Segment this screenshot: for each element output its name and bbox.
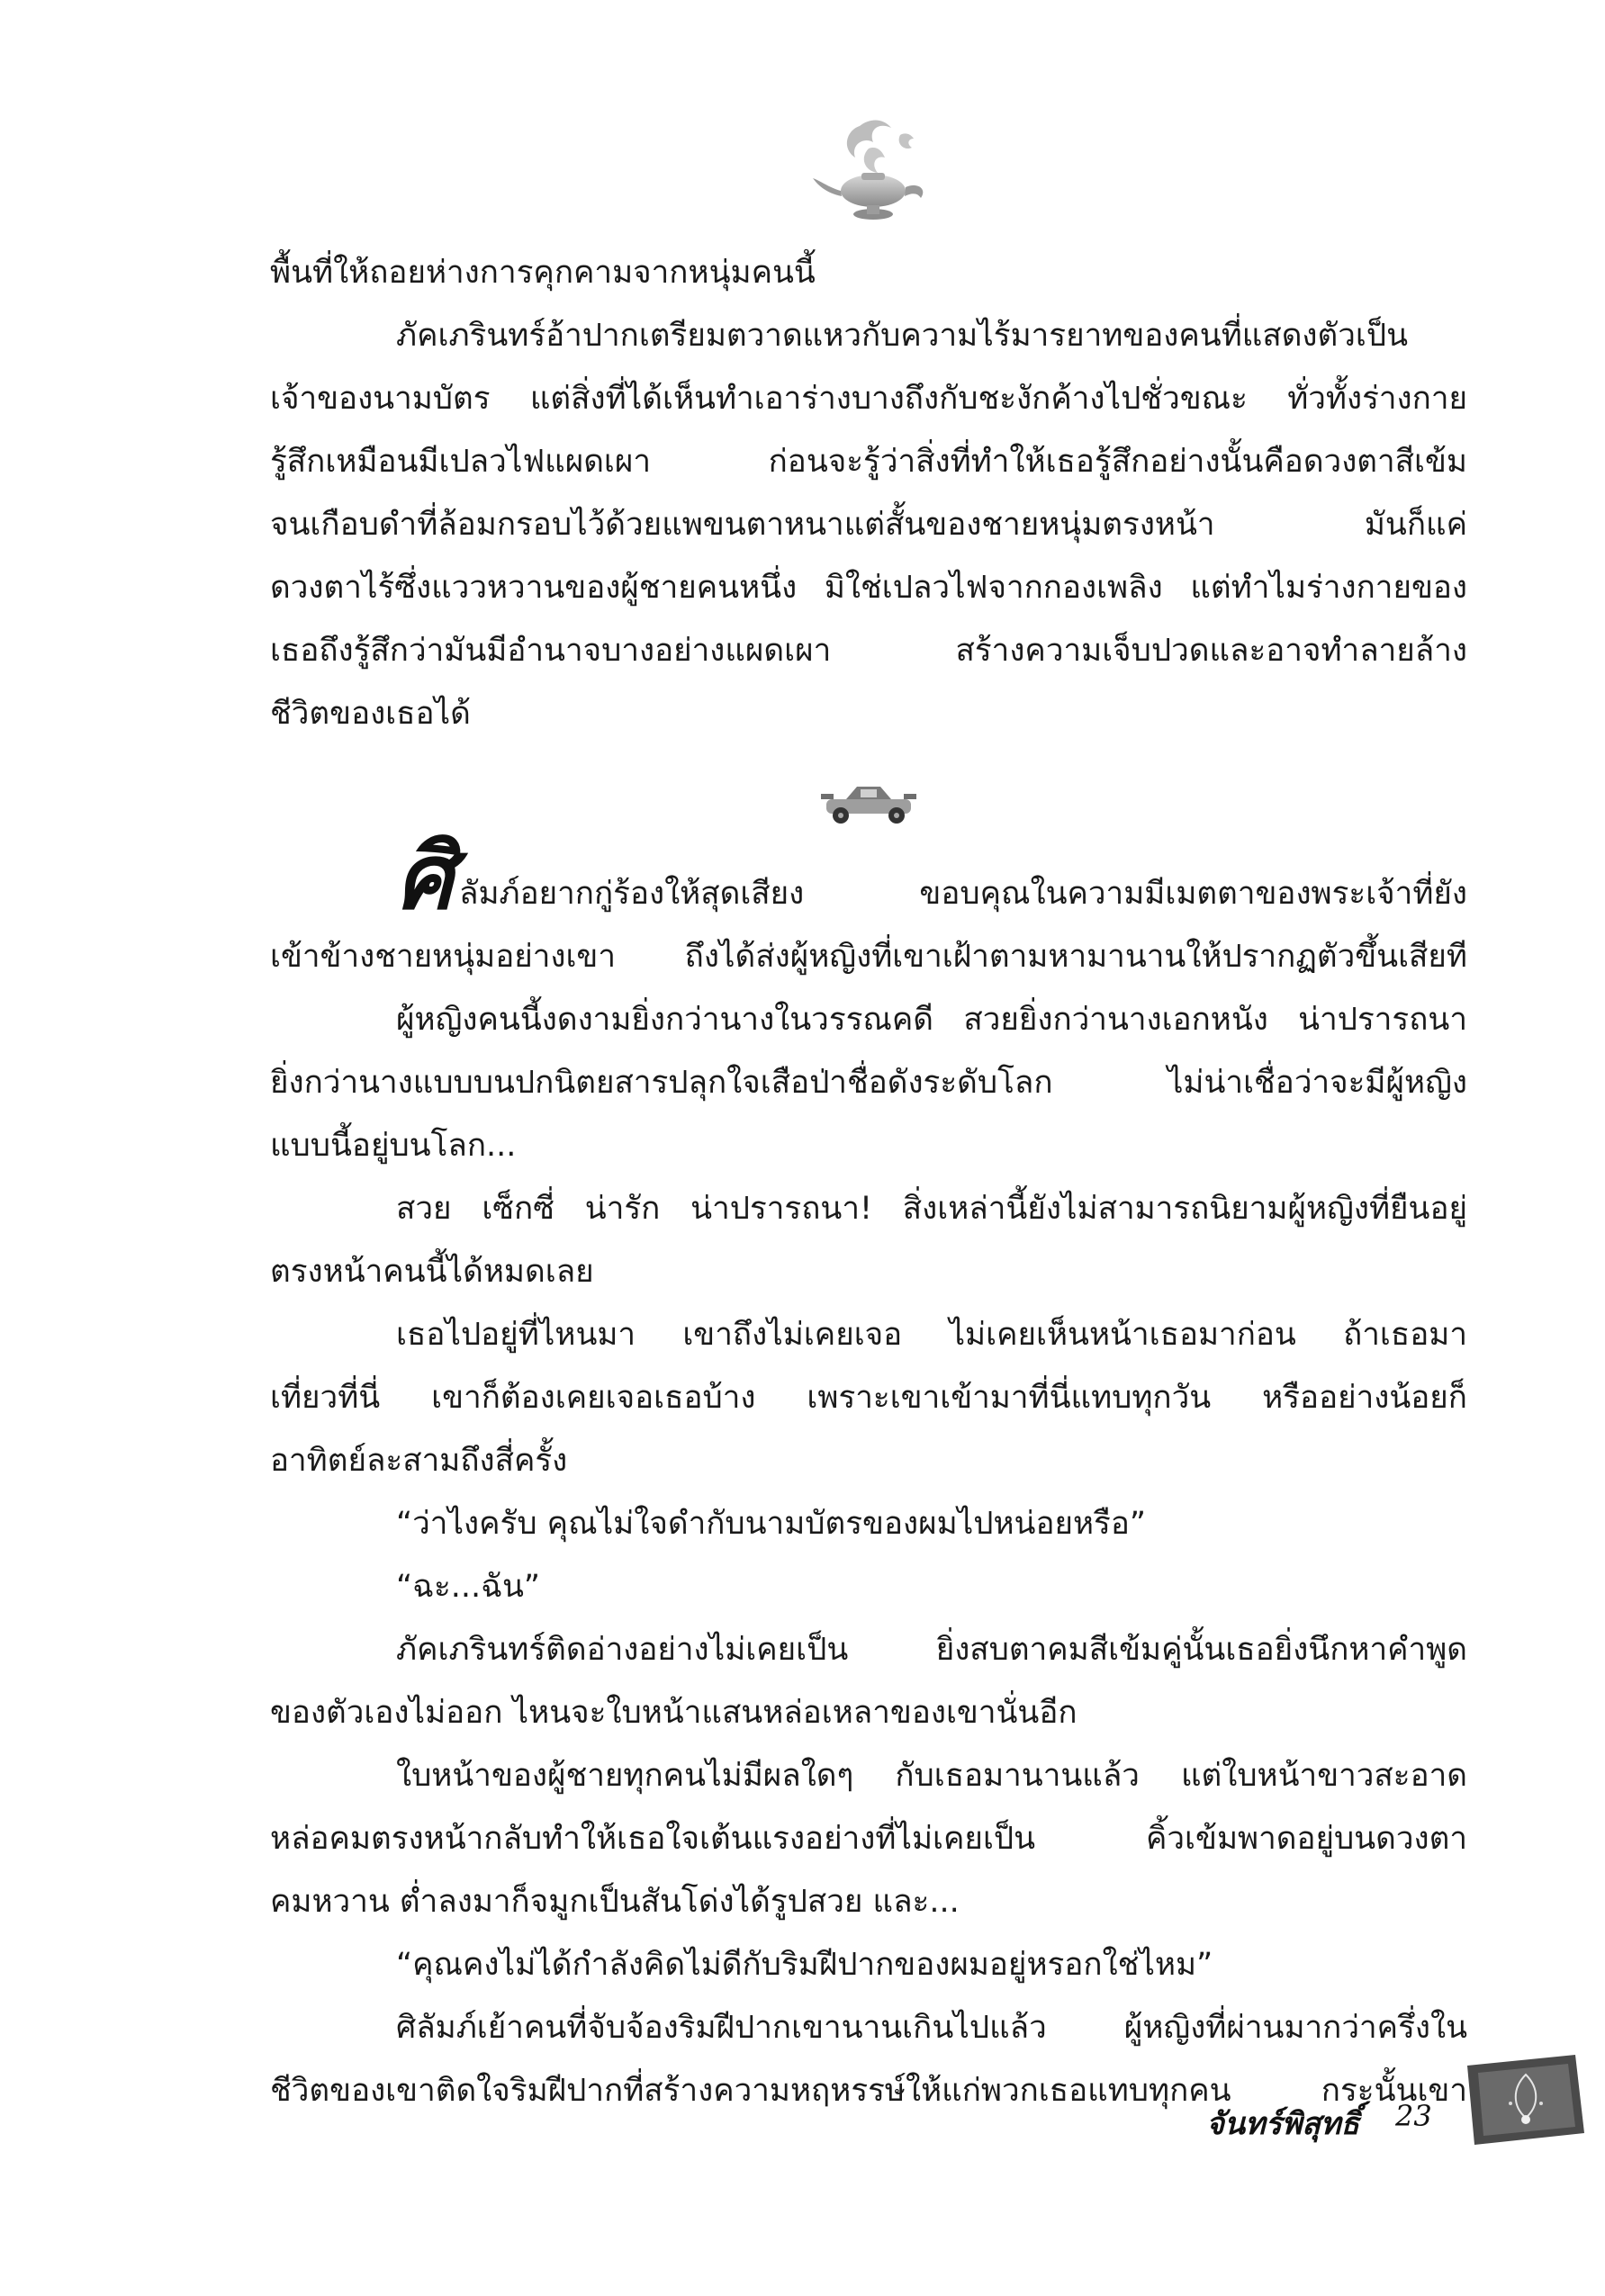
text-line: “คุณคงไม่ได้กำลังคิดไม่ดีกับริมฝีปากของผมอยู่หรอกใช่ไหม” bbox=[396, 1947, 1213, 1983]
text-line: เจ้าของนามบัตร แต่สิ่งที่ได้เห็นทำเอาร่างบางถึงกับชะงักค้างไปชั่วขณะ ทั่วทั้งร่างกาย bbox=[270, 381, 1467, 417]
text-line: ผู้หญิงคนนี้งดงามยิ่งกว่านางในวรรณคดี สวยยิ่งกว่านางเอกหนัง น่าปรารถนา bbox=[396, 1002, 1467, 1038]
text-line: ใบหน้าของผู้ชายทุกคนไม่มีผลใดๆ กับเธอมานานแล้ว แต่ใบหน้าขาวสะอาด bbox=[396, 1758, 1467, 1794]
page-number: 23 bbox=[1395, 2099, 1432, 2133]
text-line: ดวงตาไร้ซึ่งแววหวานของผู้ชายคนหนึ่ง มิใช่เปลวไฟจากกองเพลิง แต่ทำไมร่างกายของ bbox=[270, 570, 1467, 606]
text-line: ภัคเภรินทร์อ้าปากเตรียมตวาดแหวกับความไร้มารยาทของคนที่แสดงตัวเป็น bbox=[396, 318, 1408, 354]
paragraph-section-2 bbox=[270, 824, 1467, 2122]
text-line: ศิลัมภ์เย้าคนที่จับจ้องริมฝีปากเขานานเกินไปแล้ว ผู้หญิงที่ผ่านมากว่าครึ่งใน bbox=[396, 2010, 1467, 2046]
text-line: ลัมภ์อยากกู่ร้องให้สุดเสียง ขอบคุณในความมีเมตตาของพระเจ้าที่ยัง bbox=[459, 876, 1467, 912]
text-line: อาทิตย์ละสามถึงสี่ครั้ง bbox=[270, 1443, 568, 1479]
race-car-icon bbox=[819, 774, 918, 828]
text-line: ตรงหน้าคนนี้ได้หมดเลย bbox=[270, 1254, 594, 1290]
text-line: ภัคเภรินทร์ติดอ่างอย่างไม่เคยเป็น ยิ่งสบตาคมสีเข้มคู่นั้นเธอยิ่งนึกหาคำพูด bbox=[396, 1632, 1467, 1668]
book-title: จันทร์พิสุทธิ์ bbox=[1206, 2106, 1360, 2142]
text-line: “ฉะ...ฉัน” bbox=[396, 1569, 541, 1605]
text-line: รู้สึกเหมือนมีเปลวไฟแผดเผา ก่อนจะรู้ว่าสิ่งที่ทำให้เธอรู้สึกอย่างนั้นคือดวงตาสีเข้ม bbox=[270, 444, 1467, 480]
text-line: ชีวิตของเขาติดใจริมฝีปากที่สร้างความหฤหรรษ์ให้แก่พวกเธอแทบทุกคน กระนั้นเขา bbox=[270, 2073, 1467, 2109]
text-line: ยิ่งกว่านางแบบบนปกนิตยสารปลุกใจเสือป่าชื่อดังระดับโลก ไม่น่าเชื่อว่าจะมีผู้หญิง bbox=[270, 1065, 1467, 1101]
text-line: เธอไปอยู่ที่ไหนมา เขาถึงไม่เคยเจอ ไม่เคยเห็นหน้าเธอมาก่อน ถ้าเธอมา bbox=[396, 1317, 1467, 1353]
text-line: ชีวิตของเธอได้ bbox=[270, 696, 471, 732]
jewelry-box-icon bbox=[1458, 2048, 1593, 2151]
paragraph-section-1 bbox=[270, 241, 1467, 745]
text-line: “ว่าไงครับ คุณไม่ใจดำกับนามบัตรของผมไปหน่อยหรือ” bbox=[396, 1506, 1147, 1542]
text-line: คมหวาน ต่ำลงมาก็จมูกเป็นสันโด่งได้รูปสวย และ... bbox=[270, 1884, 960, 1920]
text-line: ของตัวเองไม่ออก ไหนจะใบหน้าแสนหล่อเหลาของเขานั่นอีก bbox=[270, 1695, 1078, 1731]
genie-lamp-icon bbox=[806, 108, 941, 243]
text-line: เที่ยวที่นี่ เขาก็ต้องเคยเจอเธอบ้าง เพราะเขาเข้ามาที่นี่แทบทุกวัน หรืออย่างน้อยก็ bbox=[270, 1380, 1467, 1416]
text-line: จนเกือบดำที่ล้อมกรอบไว้ด้วยแพขนตาหนาแต่สั้นของชายหนุ่มตรงหน้า มันก็แค่ bbox=[270, 507, 1467, 543]
text-line: สวย เซ็กซี่ น่ารัก น่าปรารถนา! สิ่งเหล่านี้ยังไม่สามารถนิยามผู้หญิงที่ยืนอยู่ bbox=[396, 1191, 1467, 1227]
drop-cap: ศิ bbox=[396, 824, 454, 930]
text-line: พื้นที่ให้ถอยห่างการคุกคามจากหนุ่มคนนี้ bbox=[270, 255, 816, 291]
text-line: แบบนี้อยู่บนโลก... bbox=[270, 1128, 517, 1164]
text-line: หล่อคมตรงหน้ากลับทำให้เธอใจเต้นแรงอย่างที่ไม่เคยเป็น คิ้วเข้มพาดอยู่บนดวงตา bbox=[270, 1821, 1467, 1857]
dropcap-line bbox=[270, 824, 1467, 930]
text-line: เข้าข้างชายหนุ่มอย่างเขา ถึงได้ส่งผู้หญิงที่เขาเฝ้าตามหามานานให้ปรากฏตัวขึ้นเสียที bbox=[270, 939, 1467, 975]
text-line: เธอถึงรู้สึกว่ามันมีอำนาจบางอย่างแผดเผา สร้างความเจ็บปวดและอาจทำลายล้าง bbox=[270, 633, 1467, 669]
